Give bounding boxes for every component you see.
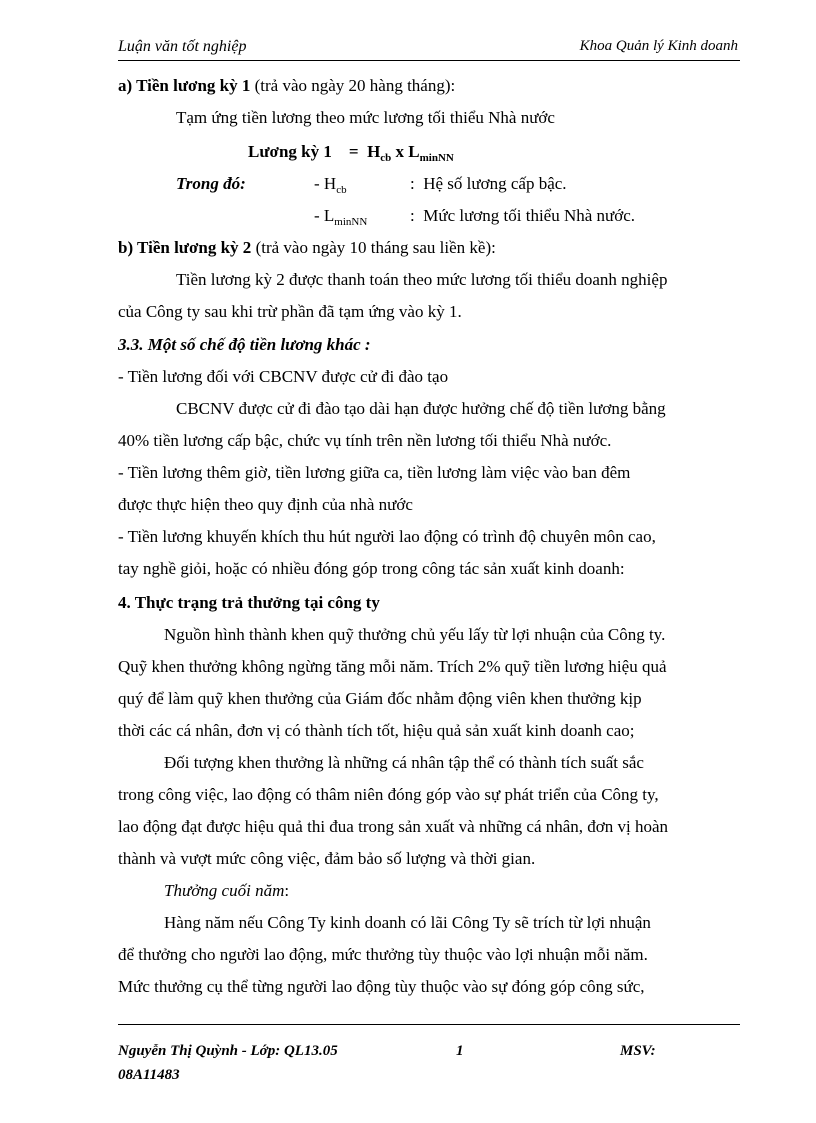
year-para-line: Hàng năm nếu Công Ty kinh doanh có lãi Công Ty sẽ trích từ lợi nhuận [164,913,651,932]
training-para-line: 40% tiền lương cấp bậc, chức vụ tính trên nền lương tối thiểu Nhà nước. [118,431,612,450]
footer-author: Nguyễn Thị Quỳnh - Lớp: QL13.05 [118,1043,338,1059]
fund-para-line: thời các cá nhân, đơn vị có thành tích tốt, hiệu quả sản xuất kinh doanh cao; [118,721,635,740]
where-item-2-desc: : Mức lương tối thiểu Nhà nước. [410,206,636,225]
section-a-heading: a) Tiền lương kỳ 1 (trả vào ngày 20 hàng tháng): [118,76,456,95]
para-b-line: Tiền lương kỳ 2 được thanh toán theo mức lương tối thiểu doanh nghiệp [176,270,668,289]
fund-para-line: Nguồn hình thành khen quỹ thưởng chủ yếu lấy từ lợi nhuận của Công ty. [164,625,666,644]
formula: Lương kỳ 1 = $H_{cb}$ x $L_{minNN}$ [248,142,454,164]
year-para-line: Mức thưởng cụ thể từng người lao động tùy thuộc vào sự đóng góp công sức, [118,977,645,996]
where-item-1: - $H_{cb}$ [314,174,347,196]
section-b-heading: b) Tiền lương kỳ 2 (trả vào ngày 10 tháng sau liền kề): [118,238,496,257]
overtime-line: - Tiền lương thêm giờ, tiền lương giữa ca, tiền lương làm việc vào ban đêm [118,463,631,482]
advance-text: Tạm ứng tiền lương theo mức lương tối thiểu Nhà nước [176,108,555,127]
training-item: - Tiền lương đối với CBCNV được cử đi đào tạo [118,367,449,386]
target-para-line: lao động đạt được hiệu quả thi đua trong sản xuất và những cá nhân, đơn vị hoàn [118,817,669,836]
year-end-heading: Thưởng cuối năm: [164,881,290,900]
section-4-heading: 4. Thực trạng trả thưởng tại công ty [118,593,380,612]
header-faculty: Khoa Quản lý Kinh doanh [579,38,738,54]
page-header [118,38,740,61]
training-para-line: CBCNV được cử đi đào tạo dài hạn được hưởng chế độ tiền lương bằng [176,399,666,418]
where-item-1-desc: : Hệ số lương cấp bậc. [410,174,567,193]
para-b-line: của Công ty sau khi trừ phần đã tạm ứng vào kỳ 1. [118,302,462,321]
footer-msv-value: 08A11483 [118,1067,180,1083]
footer-page-number: 1 [456,1043,464,1059]
fund-para-line: Quỹ khen thưởng không ngừng tăng mỗi năm. Trích 2% quỹ tiền lương hiệu quả [118,657,667,676]
incentive-line: tay nghề giỏi, hoặc có nhiều đóng góp trong công tác sản xuất kinh doanh: [118,559,625,578]
target-para-line: Đối tượng khen thưởng là những cá nhân tập thể có thành tích suất sắc [164,753,644,772]
where-item-2: - $L_{minNN}$ [314,206,368,228]
where-label: Trong đó: [176,174,246,193]
overtime-line: được thực hiện theo quy định của nhà nước [118,495,413,514]
header-thesis-title: Luận văn tốt nghiệp [118,38,247,55]
footer-divider [118,1024,740,1025]
target-para-line: trong công việc, lao động có thâm niên đóng góp vào sự phát triển của Công ty, [118,785,659,804]
section-3-3-heading: 3.3. Một số chế độ tiền lương khác : [118,335,371,354]
footer-msv-label: MSV: [620,1043,656,1059]
target-para-line: thành và vượt mức công việc, đảm bảo số lượng và thời gian. [118,849,536,868]
fund-para-line: quý để làm quỹ khen thưởng của Giám đốc nhằm động viên khen thưởng kịp [118,689,642,708]
year-para-line: để thưởng cho người lao động, mức thưởng tùy thuộc vào lợi nhuận mỗi năm. [118,945,648,964]
incentive-line: - Tiền lương khuyến khích thu hút người lao động có trình độ chuyên môn cao, [118,527,656,546]
